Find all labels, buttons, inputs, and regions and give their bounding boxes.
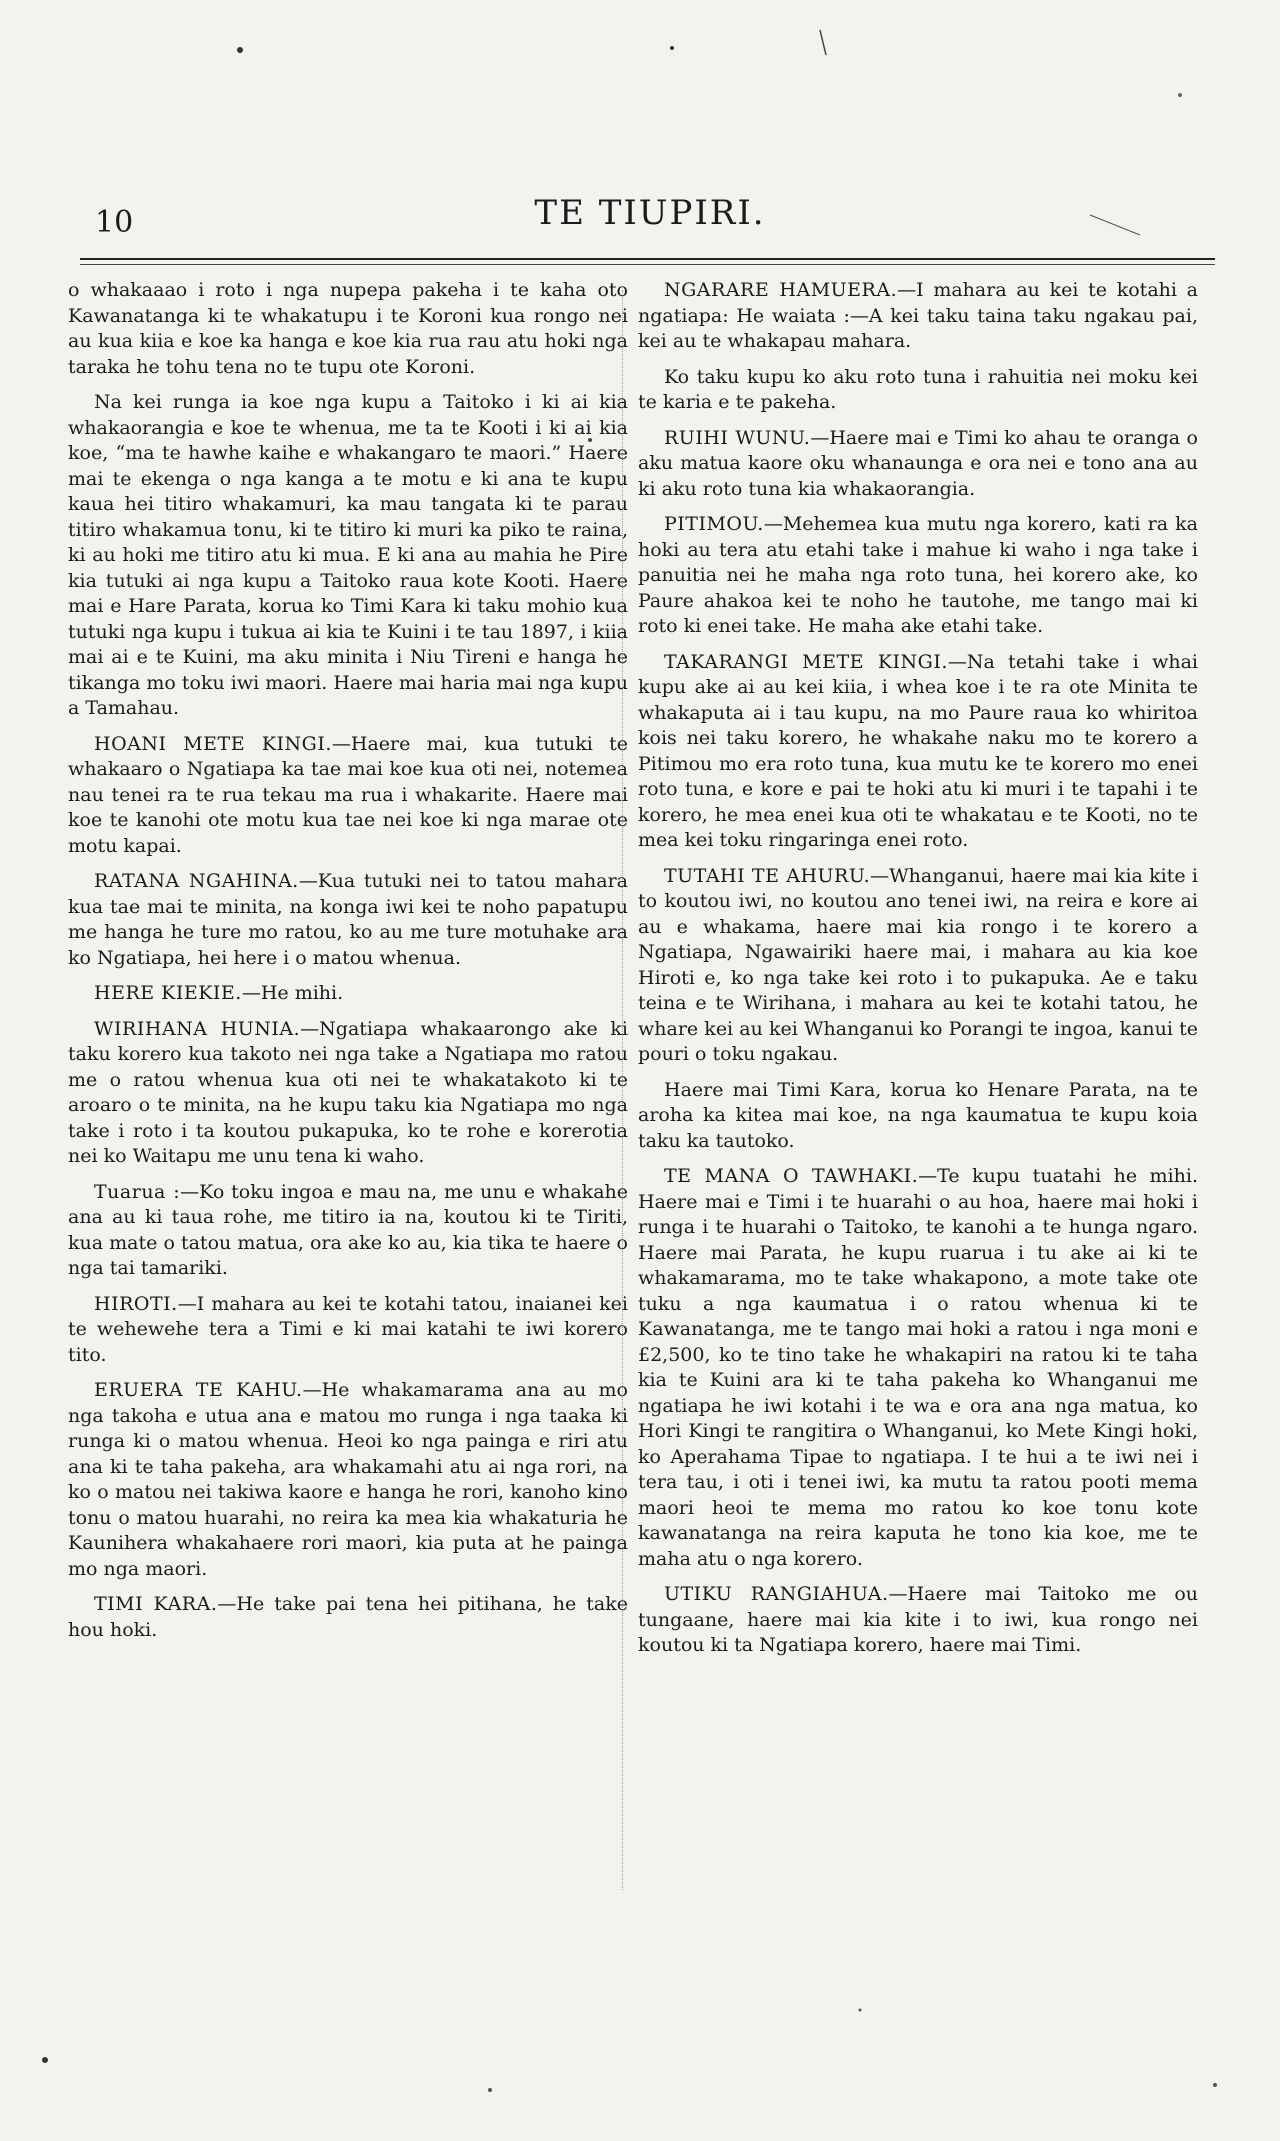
paragraph	[68, 1592, 628, 1643]
paragraph-text: —Mehemea kua mutu nga korero, kati ra ka hoki au tera atu etahi take i mahue ki waho i nga take i panuitia nei he maha nga roto tuna, hei korero ake, ko Paure ahakoa kei te noho he tautohe, me tango mai ki roto ki enei take. He maha ake etahi take.	[638, 513, 1198, 637]
speaker-name: Tuarua :	[94, 1180, 181, 1203]
page-title: TE TIUPIRI.	[534, 193, 766, 233]
paragraph-text: —Te kupu tuatahi he mihi. Haere mai e Timi i te huarahi o au hoa, haere mai hoki i runga i te huarahi o Taitoko, te kanohi a te hunga ngaro. Haere mai Parata, he kupu ruarua i tu ake ai ki te whakamarama, mo te take whakapono, a mote take ote tuku a nga kaumatua i o ratou whenua ki te Kawanatanga, me te tango mai hoki a ratou i nga moni e £2,500, ko te tino take he whakapiri na ratou ki te taha kia te Kuini ara ki te taha pakeha ko Whanganui me ngatiapa he iwi kotahi i te wa e ora ana nga matua, ko Hori Kingi te rangitira o Whanganui, ko Mete Kingi hoki, ko Aperahama Tipae to ngatiapa. I te hui a te iwi nei i tera tau, i oti i tenei iwi, ka mutu ta ratou pooti mema maori heoi te mema mo ratou ko koe tonu kote kawanatanga na reira kaputa he tono kia koe, me te maha atu o nga korero.	[638, 1165, 1198, 1570]
header-rule-thin	[80, 264, 1215, 265]
paragraph	[638, 1582, 1198, 1659]
paragraph-text: —Haere mai, kua tutuki te whakaaro o Ngatiapa ka tae mai koe kua oti nei, notemea nau tenei ra te rua tekau ma rua i whakarite. Haere mai koe te kanohi ote motu kua tae nei koe ki nga marae ote motu kapai.	[68, 732, 628, 857]
paragraph	[68, 981, 628, 1007]
speaker-name: RUIHI WUNU.	[664, 426, 811, 449]
paragraph	[68, 1017, 628, 1170]
paragraph	[68, 1292, 628, 1369]
header-rule	[80, 258, 1215, 260]
speaker-name: PITIMOU.	[664, 513, 764, 535]
speaker-name: HIROTI.	[94, 1292, 178, 1315]
left-column	[68, 278, 628, 1938]
paragraph	[638, 426, 1198, 503]
speaker-name: TUTAHI TE AHURU.	[664, 864, 871, 887]
speaker-name: TIMI KARA.	[94, 1593, 218, 1615]
speaker-name: HOANI METE KINGI.	[94, 732, 332, 755]
paragraph-text: o whakaaao i roto i nga nupepa pakeha i te kaha oto Kawanatanga ki te whakatupu i te Koroni kua rongo nei au kua kiia e koe ka hanga e koe kia rua rau atu hoki nga taraka he tohu tena no te tupu ote Koroni.	[68, 279, 628, 378]
speaker-name: TE MANA O TAWHAKI.	[664, 1165, 919, 1187]
paragraph-text: —Ngatiapa whakaarongo ake ki taku korero kua takoto nei nga take a Ngatiapa mo ratou me o ratou whenua kua oti nei te whakatakoto ki te aroaro o te minita, na he kupu taku kia Ngatiapa mo nga take i roto i ta koutou pukapuka, ko te rohe e korerotia nei ko Waitapu me unu tena ki waho.	[68, 1017, 628, 1167]
speaker-name: ERUERA TE KAHU.	[94, 1379, 303, 1401]
paragraph-text: —Whanganui, haere mai kia kite i to koutou iwi, no koutou ano tenei iwi, na reira e kore ai au e whakama, haere mai kia rongo i te korero a Ngatiapa, Ngawairiki haere mai, i mahara au kia koe Hiroti e, ko nga take kei roto i to pukapuka. Ae e taku teina e te Wirihana, i mahara au kei te kotahi tatou, he whare kei au kei Whanganui ko Porangi te ingoa, kanui te pouri o toku ngakau.	[638, 864, 1198, 1065]
paragraph-text: —Haere mai Taitoko me ou tungaane, haere mai kia kite i to iwi, kua rongo nei koutou ki ta Ngatiapa korero, haere mai Timi.	[638, 1583, 1198, 1656]
paragraph-text: Na kei runga ia koe nga kupu a Taitoko i ki ai kia whakaorangia e koe te whenua, me ta te Kooti i ki ai kia koe, “ma te hawhe kaihe e whakangaro te maori.” Haere mai te ekenga o nga kanga a te motu e ki ana te kupu kaua hei titiro whakamuri, ka mau tangata ki te parau titiro whakamua tonu, ki te titiro ki muri ka piko te raina, ki au hoki me titiro atu ki mua. E ki ana au mahia he Pire kia tutuki ai nga kupu a Taitoko raua kote Kooti. Haere mai e Hare Parata, korua ko Timi Kara ki taku mohio kua tutuki nga kupu i tukua ai kia te Kuini i te tau 1897, i kiia mai ai e te Kuini, ma aku minita i Niu Tireni e hanga he tikanga mo toku iwi maori. Haere mai haria mai nga kupu a Tamahau.	[68, 391, 628, 719]
paragraph-text: —He mihi.	[241, 982, 344, 1004]
paragraph	[68, 1180, 628, 1282]
paragraph	[638, 864, 1198, 1068]
page-header	[95, 185, 1205, 240]
paragraph	[638, 278, 1198, 355]
paragraph	[638, 512, 1198, 640]
paragraph	[68, 732, 628, 860]
paragraph	[638, 650, 1198, 854]
paragraph	[68, 390, 628, 722]
right-column	[638, 278, 1198, 1938]
paragraph-text: —He whakamarama ana au mo nga takoha e utua ana e matou mo runga i nga taaka ki runga ki o matou whenua. Heoi ko nga painga e riri atu ana ki te taha pakeha, ara whakamahi atu ai nga rori, na ko o matou nei takiwa kaore e hanga he rori, kanoho kino tonu o matou huarahi, no reira ka mea kia whakaturia he Kaunihera whakahaere rori maori, kia puta at he painga mo nga maori.	[68, 1379, 628, 1580]
paragraph-text: —Na tetahi take i whai kupu ake ai au kei kiia, i whea koe i te ra ote Minita te whakaputa ai i tau kupu, na mo Paure raua ko whiritoa kois nei taku korero, he whakahe naku mo te korero a Pitimou mo era roto tuna, kua mutu ke te korero mo enei roto tuna, e kore e pai te hoki atu ki muri i te tapahi i te korero, he mea enei kua oti te whakatau e te Kooti, no te mea kei toku ringaringa enei roto.	[638, 650, 1198, 851]
paragraph-text: —Kua tutuki nei to tatou mahara kua tae mai te minita, na konga iwi kei te noho papatupu me hanga he ture mo ratou, ko au me ture motuhake ara ko Ngatiapa, hei here i o matou whenua.	[68, 870, 628, 969]
page-number: 10	[95, 205, 134, 240]
paragraph	[638, 365, 1198, 416]
speaker-name: NGARARE HAMUERA.	[664, 279, 898, 301]
paragraph	[638, 1078, 1198, 1155]
paragraph-text: Ko taku kupu ko aku roto tuna i rahuitia nei moku kei te karia e te pakeha.	[638, 365, 1198, 413]
speaker-name: RATANA NGAHINA.	[94, 870, 299, 892]
paragraph	[638, 1164, 1198, 1572]
paragraph-text: —Ko toku ingoa e mau na, me unu e whakahe ana au ki taua rohe, me titiro ia na, koutou ki te Tiriti, kua mate o tatou matua, ora ake ko au, kia tika te haere o nga tai tamariki.	[68, 1180, 628, 1279]
paragraph-text: —He take pai tena hei pitihana, he take hou hoki.	[68, 1593, 628, 1641]
speaker-name: UTIKU RANGIAHUA.	[664, 1583, 889, 1605]
paragraph-text: —I mahara au kei te kotahi a ngatiapa: He waiata :—A kei taku taina taku ngakau pai, kei au te whakapau mahara.	[638, 279, 1198, 352]
paragraph	[68, 869, 628, 971]
paragraph	[68, 278, 628, 380]
paragraph	[68, 1378, 628, 1582]
paragraph-text: —I mahara au kei te kotahi tatou, inaianei kei te wehewehe tera a Timi e ki mai katahi te iwi korero tito.	[68, 1292, 628, 1366]
speaker-name: HERE KIEKIE.	[94, 982, 242, 1004]
speaker-name: TAKARANGI METE KINGI.	[664, 650, 948, 673]
speaker-name: WIRIHANA HUNIA.	[94, 1017, 301, 1040]
paragraph-text: —Haere mai e Timi ko ahau te oranga o aku matua kaore oku whanaunga e ora nei e tono ana au ki aku roto tuna kia whakaorangia.	[638, 426, 1198, 500]
paragraph-text: Haere mai Timi Kara, korua ko Henare Parata, na te aroha ka kitea mai koe, na nga kaumatua te kupu koia taku ka tautoko.	[638, 1078, 1198, 1152]
